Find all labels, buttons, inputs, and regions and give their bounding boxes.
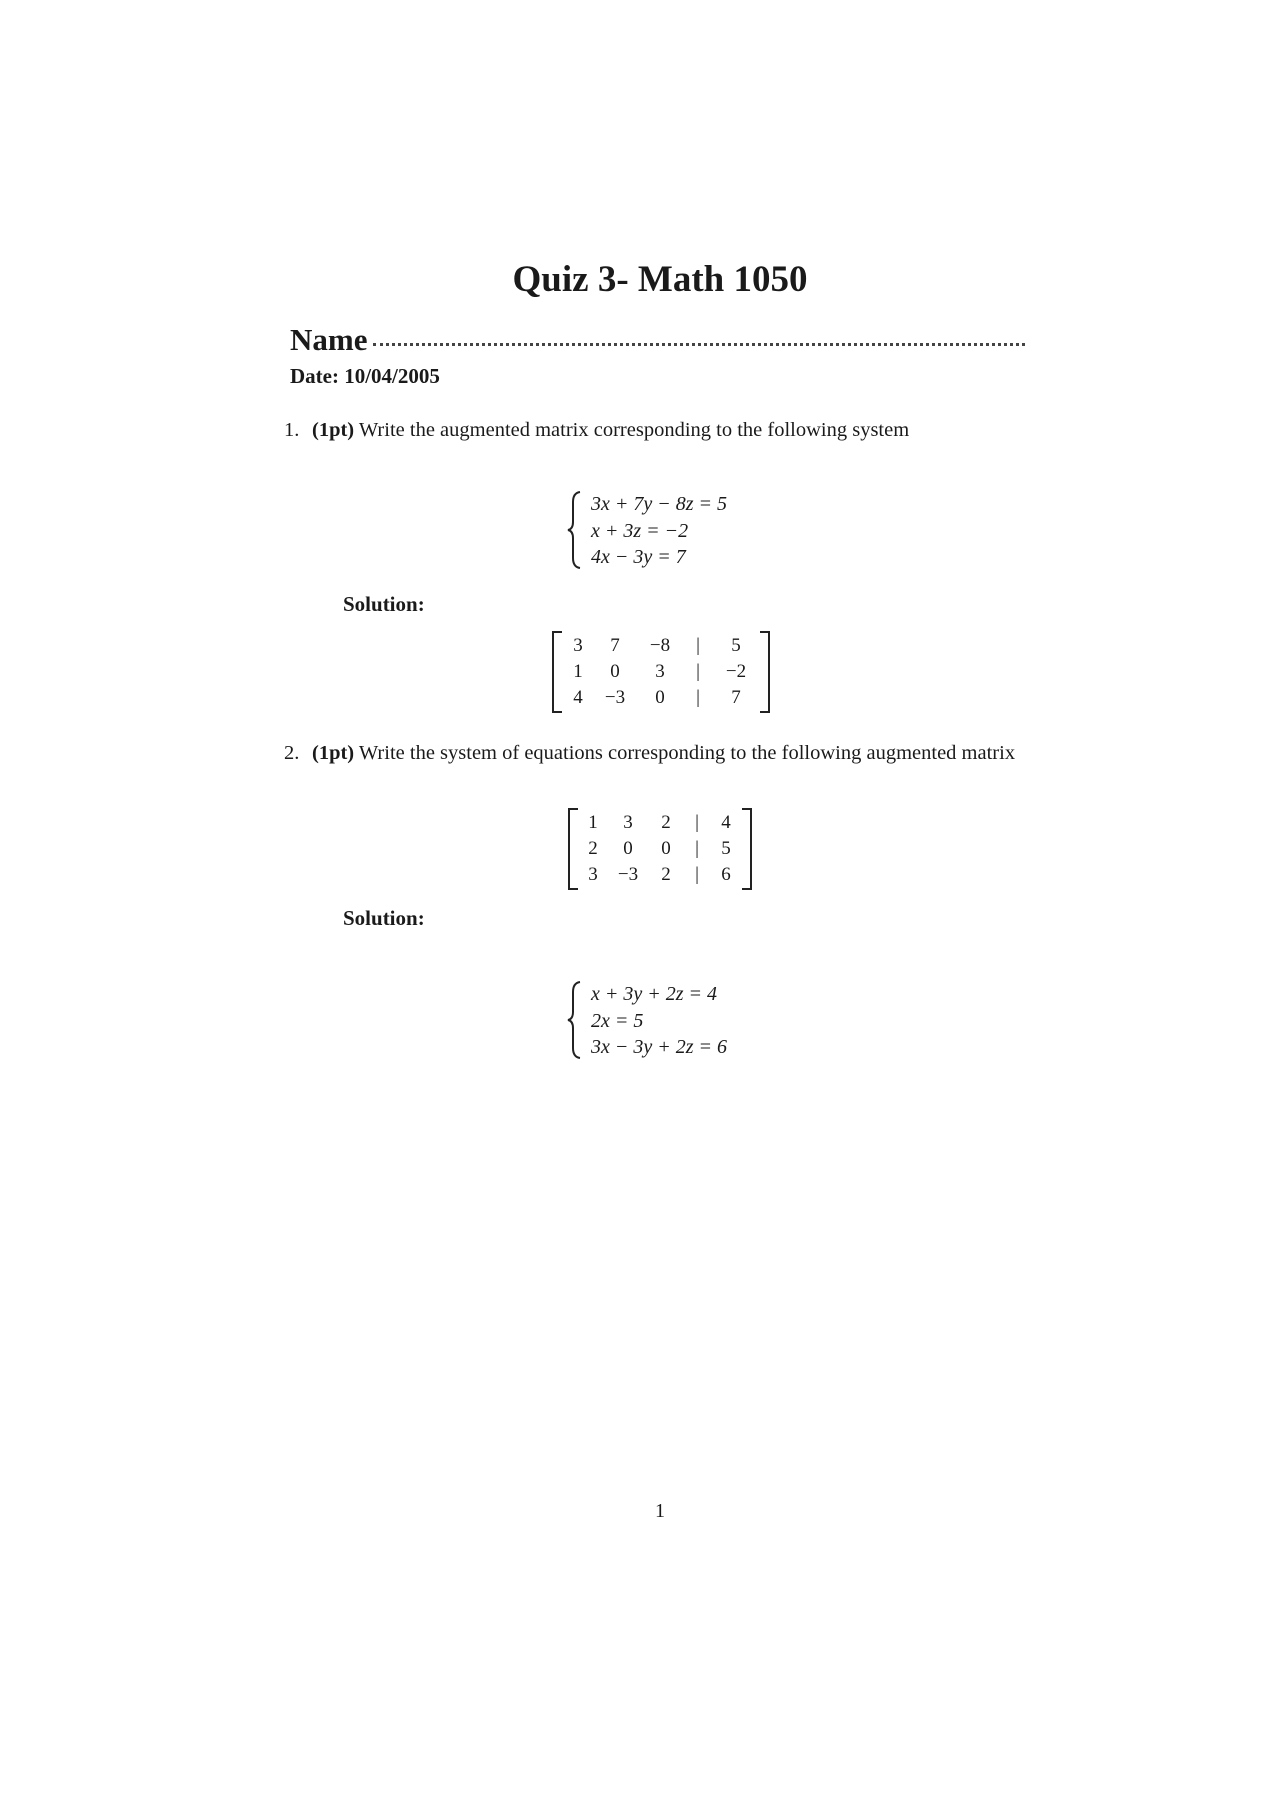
equation-system-1: [565, 490, 727, 570]
matrix-row: [578, 810, 742, 836]
name-dotted-field[interactable]: [373, 342, 1025, 346]
matrix-cell: 2: [661, 812, 671, 833]
name-line: [290, 322, 1025, 358]
matrix-cell: −8: [649, 635, 671, 656]
equation: x + 3y + 2z = 4: [591, 983, 718, 1005]
equation: 4x − 3y = 7: [591, 546, 686, 568]
equation-system-2: [565, 980, 727, 1060]
matrix-cell: 3: [655, 661, 665, 682]
matrix-row: [578, 836, 742, 862]
matrix-row: [562, 685, 760, 711]
matrix-divider: |: [695, 812, 699, 833]
equation: 3x + 7y − 8z = 5: [591, 493, 728, 515]
matrix-cell: 1: [588, 812, 598, 833]
matrix-cell: 1: [573, 661, 583, 682]
matrix-divider: |: [695, 838, 699, 859]
matrix-cell: 0: [655, 687, 665, 708]
question-points: (1pt): [312, 419, 355, 441]
matrix-cell: 3: [623, 812, 633, 833]
matrix-row: [562, 659, 760, 685]
matrix-cell: 2: [661, 864, 671, 885]
equation: 3x − 3y + 2z = 6: [591, 1036, 728, 1058]
right-bracket: [760, 631, 770, 713]
matrix-divider: |: [695, 864, 699, 885]
matrix-cell: −2: [725, 661, 747, 682]
matrix-cell: 7: [731, 687, 741, 708]
right-bracket: [742, 808, 752, 890]
date-line: Date: 10/04/2005: [290, 364, 440, 388]
page-number: 1: [655, 1500, 665, 1522]
question-text: Write the augmented matrix corresponding to the following system: [358, 419, 910, 441]
left-bracket: [552, 631, 562, 713]
matrix-cell: 0: [610, 661, 620, 682]
matrix-cell: 5: [721, 838, 731, 859]
matrix-table: [578, 810, 742, 888]
matrix-cell: 4: [573, 687, 583, 708]
matrix-cell: 0: [661, 838, 671, 859]
matrix-table: [562, 633, 760, 711]
matrix-divider: |: [696, 687, 700, 708]
matrix-cell: 6: [721, 864, 731, 885]
left-brace-icon: [565, 980, 583, 1060]
question-1: [284, 417, 1028, 443]
left-bracket: [568, 808, 578, 890]
matrix-divider: |: [696, 661, 700, 682]
matrix-cell: 0: [623, 838, 633, 859]
matrix-cell: 2: [588, 838, 598, 859]
equation: 2x = 5: [591, 1009, 644, 1032]
question-points: (1pt): [312, 742, 355, 764]
question-text: Write the system of equations corresponding to the following augmented matrix: [358, 742, 1016, 764]
matrix-row: [578, 862, 742, 888]
matrix-divider: |: [696, 635, 700, 656]
matrix-row: [562, 633, 760, 659]
question-number: 2.: [284, 742, 300, 764]
left-brace-icon: [565, 490, 583, 570]
matrix-cell: 7: [610, 635, 620, 656]
matrix-cell: 3: [573, 635, 583, 656]
matrix-cell: 3: [588, 864, 598, 885]
question-number: 1.: [284, 419, 300, 441]
matrix-cell: −3: [617, 864, 639, 885]
equation: x + 3z = −2: [591, 519, 689, 542]
matrix-cell: 5: [731, 635, 741, 656]
augmented-matrix-1: [552, 631, 770, 713]
matrix-cell: −3: [604, 687, 626, 708]
solution-label: Solution:: [343, 906, 425, 930]
name-label: Name: [290, 322, 368, 357]
matrix-cell: 4: [721, 812, 731, 833]
solution-label: Solution:: [343, 592, 425, 616]
augmented-matrix-2: [568, 808, 752, 890]
question-2: [284, 740, 1028, 766]
page-title: Quiz 3- Math 1050: [512, 259, 808, 300]
